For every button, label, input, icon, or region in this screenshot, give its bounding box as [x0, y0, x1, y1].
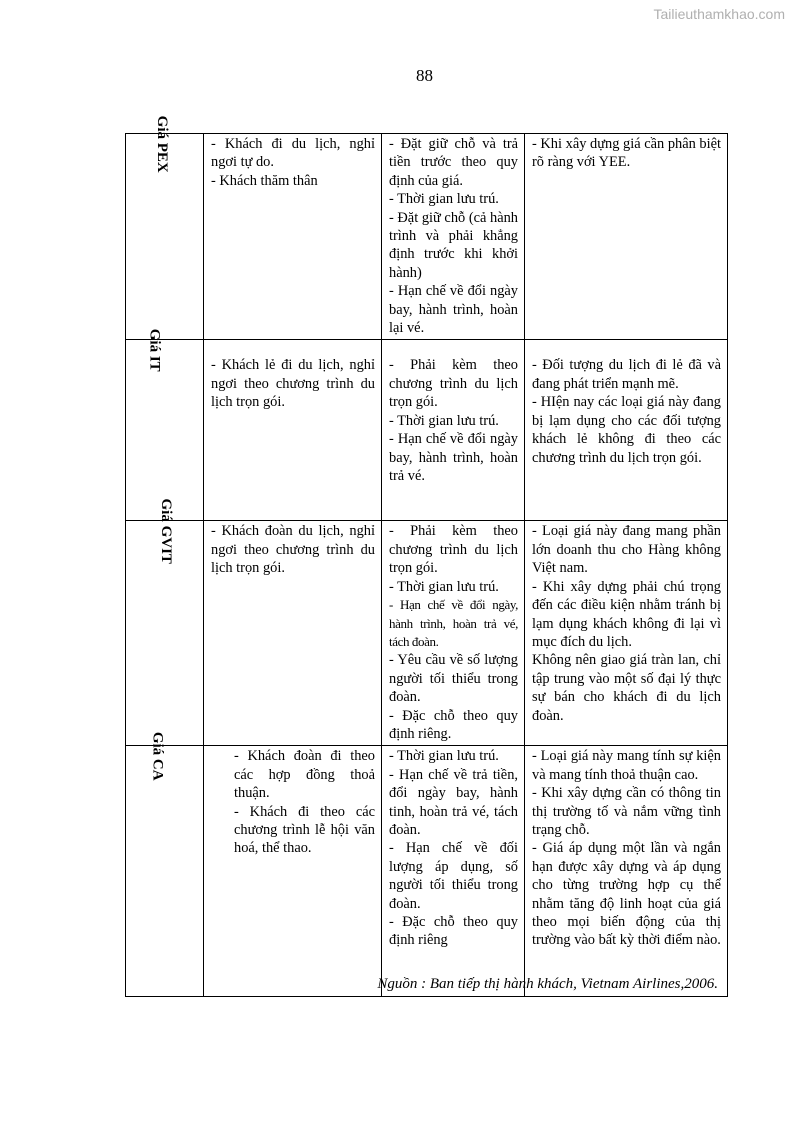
- fare-type-cell: [126, 498, 204, 746]
- conditions-cell: [382, 521, 525, 746]
- cell-line: - Khách thăm thân: [211, 172, 318, 189]
- customers-cell: [204, 340, 382, 521]
- cell-line: - Đặt giữ chỗ và trả tiền trước theo quy định của giá.: [389, 136, 518, 189]
- table-row-gvit: [126, 521, 728, 746]
- notes-cell: [525, 521, 728, 746]
- cell-line: - Loại giá này mang tính sự kiện và mang tính thoả thuận cao.: [532, 748, 721, 783]
- customers-cell: [204, 134, 382, 340]
- cell-line: - Khách đoàn đi theo các hợp đồng thoả thuận.: [234, 748, 375, 802]
- cell-line: - Đặc chỗ theo quy định riêng: [389, 914, 518, 949]
- cell-line: - Khi xây dựng giá cần phân biệt rõ ràng với YEE.: [532, 136, 721, 171]
- fare-table: [125, 115, 728, 997]
- table-row-ca: [126, 746, 728, 997]
- cell-line: - Khách đi theo các chương trình lễ hội văn hoá, thể thao.: [234, 803, 375, 857]
- cell-line: - Giá áp dụng một lần và ngắn hạn được xây dựng và áp dụng cho từng trường hợp cụ thể nhằm tăng độ linh hoạt của giá theo mọi biến động của thị trường vào bất kỳ thời điểm nào.: [532, 840, 721, 949]
- notes-cell: [525, 340, 728, 521]
- table-row-it: [126, 340, 728, 521]
- fare-type-label: Giá PEX: [153, 115, 170, 173]
- cell-line: - Khách đoàn du lịch, nghỉ ngơi theo chương trình du lịch trọn gói.: [211, 523, 375, 577]
- cell-line: - HIện nay các loại giá này đang bị lạm dụng cho các đối tượng khách lẻ không đi theo các chương trình du lịch trọn gói.: [532, 394, 721, 466]
- cell-line: - Thời gian lưu trú.: [389, 748, 499, 765]
- conditions-cell: [382, 134, 525, 340]
- fare-type-label: Giá IT: [146, 329, 163, 373]
- fare-type-cell: [126, 732, 204, 997]
- cell-line: Không nên giao giá tràn lan, chỉ tập trung vào một số đại lý thực sự bán cho khách đi du lịch đoàn.: [532, 652, 721, 724]
- fare-type-label: Giá GVIT: [157, 498, 174, 565]
- notes-cell: [525, 134, 728, 340]
- page-number: 88: [416, 66, 433, 85]
- cell-line: - Phải kèm theo chương trình du lịch trọn gói.: [389, 357, 518, 411]
- fare-type-cell: [126, 115, 204, 340]
- fare-type-label: Giá CA: [149, 732, 166, 781]
- customers-cell: [204, 521, 382, 746]
- customers-cell: [204, 746, 382, 997]
- cell-line: - Đối tượng du lịch đi lẻ đã và đang phát triển mạnh mẽ.: [532, 357, 721, 392]
- cell-line: - Loại giá này đang mang phần lớn doanh thu cho Hàng không Việt nam.: [532, 523, 721, 577]
- conditions-cell: [382, 746, 525, 997]
- cell-line: - Đặt giữ chỗ (cả hành trình và phải khẳng định trước khi khởi hành): [389, 209, 518, 281]
- source-caption: Nguồn : Ban tiếp thị hành khách, Vietnam Airlines,2006.: [377, 976, 718, 992]
- cell-line: - Khách đi du lịch, nghỉ ngơi tự do.: [211, 136, 375, 171]
- fare-type-cell: [126, 329, 204, 521]
- cell-line: - Hạn chế về đối lượng áp dụng, số người tối thiểu trong đoàn.: [389, 840, 518, 912]
- notes-cell: [525, 746, 728, 997]
- cell-line: - Hạn chế về đổi ngày, hành trình, hoàn trả vé, tách đoàn.: [389, 597, 518, 649]
- watermark: Tailieuthamkhao.com: [653, 6, 785, 22]
- cell-line: - Thời gian lưu trú.: [389, 412, 499, 429]
- cell-line: - Hạn chế về đổi ngày bay, hành trình, hoàn lại vé.: [389, 283, 518, 337]
- cell-line: - Đặc chỗ theo quy định riêng.: [389, 707, 518, 742]
- cell-line: - Thời gian lưu trú.: [389, 191, 499, 208]
- cell-line: - Khách lẻ đi du lịch, nghỉ ngơi theo chương trình du lịch trọn gói.: [211, 357, 375, 411]
- cell-line: - Phải kèm theo chương trình du lịch trọn gói.: [389, 523, 518, 577]
- table-row-pex: [126, 134, 728, 340]
- cell-line: - Khi xây dựng phải chú trọng đến các điều kiện nhằm tránh bị lạm dụng khách không đi lại vì mục đích du lịch.: [532, 578, 721, 650]
- cell-line: - Thời gian lưu trú.: [389, 578, 499, 595]
- cell-line: - Khi xây dựng cần có thông tin thị trường tố và nắm vững tình trạng chỗ.: [532, 785, 721, 838]
- cell-line: - Yêu cầu về số lượng người tối thiểu trong đoàn.: [389, 652, 518, 706]
- conditions-cell: [382, 340, 525, 521]
- cell-line: - Hạn chế về trả tiền, đổi ngày bay, hành tinh, hoàn trả vé, tách đoàn.: [389, 766, 518, 838]
- cell-line: - Hạn chế về đổi ngày bay, hành trình, hoàn trả vé.: [389, 431, 518, 484]
